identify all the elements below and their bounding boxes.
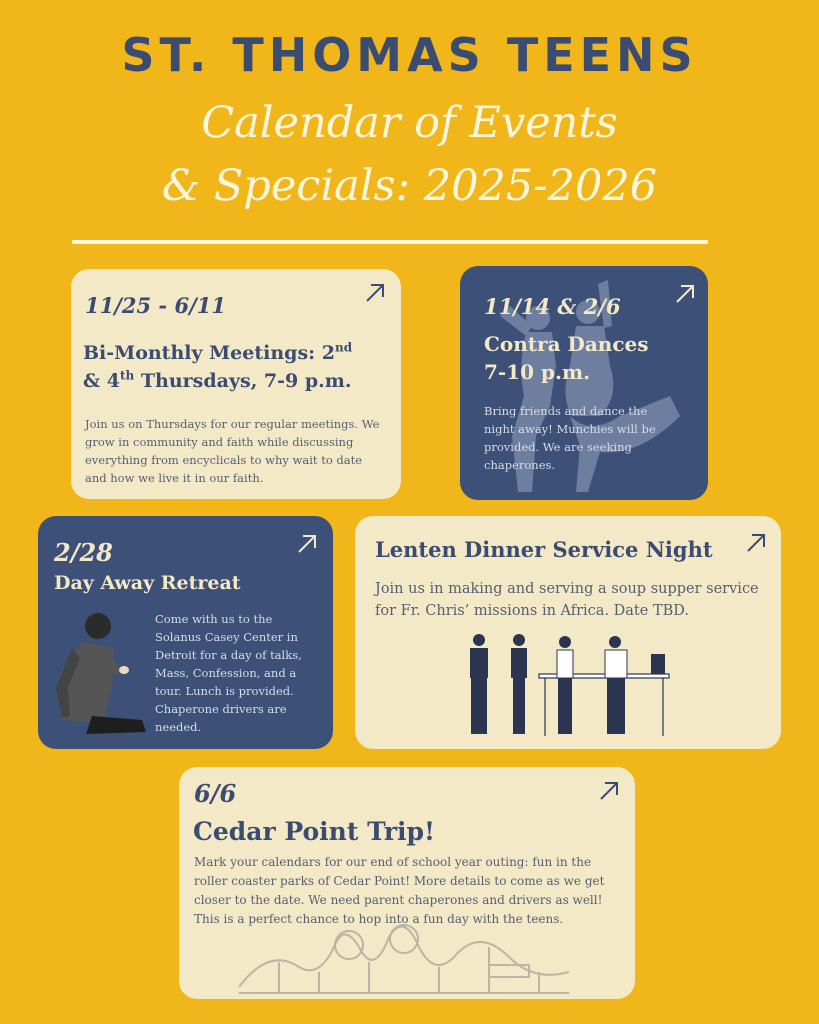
title-divider <box>72 240 708 244</box>
event-date: 6/6 <box>194 779 237 808</box>
page-title: ST. THOMAS TEENS <box>121 28 698 82</box>
roller-coaster-illustration <box>239 917 569 997</box>
arrow-up-right-icon[interactable] <box>597 779 621 803</box>
servers-illustration <box>455 630 675 740</box>
event-description: Join us on Thursdays for our regular meetings. We grow in community and faith while discussing everything from encyclicals to why wait to date and how we live it in our faith. <box>85 417 380 485</box>
event-card-lenten-dinner[interactable] <box>355 516 781 749</box>
arrow-up-right-icon[interactable] <box>673 282 697 306</box>
event-date: 11/25 - 6/11 <box>85 293 226 318</box>
event-card-meetings[interactable] <box>71 269 401 499</box>
arrow-up-right-icon[interactable] <box>744 531 768 555</box>
page-subtitle-line2: & Specials: 2025-2026 <box>161 161 658 211</box>
event-description: Bring friends and dance the night away! Munchies will be provided. We are seeking chaperones. <box>484 404 656 472</box>
event-card-contra-dances[interactable] <box>460 266 708 500</box>
event-description: Join us in making and serving a soup supper service for Fr. Chris’ missions in Africa. Date TBD. <box>375 581 759 619</box>
arrow-up-right-icon[interactable] <box>363 281 387 305</box>
arrow-up-right-icon[interactable] <box>295 532 319 556</box>
event-date: 2/28 <box>54 538 113 567</box>
kneeling-person-illustration <box>42 608 152 738</box>
event-card-retreat[interactable] <box>38 516 333 749</box>
event-date: 11/14 & 2/6 <box>484 294 621 319</box>
event-description: Come with us to the Solanus Casey Center in Detroit for a day of talks, Mass, Confession, and a tour. Lunch is provided. Chaperone drivers are needed. <box>155 612 302 734</box>
event-description: Mark your calendars for our end of school year outing: fun in the roller coaster parks of Cedar Point! More details to come as we get closer to the date. We need parent chaperones and drivers as well! This is a perfect chance to hop into a fun day with the teens. <box>194 855 605 926</box>
event-heading: Cedar Point Trip! <box>193 817 435 846</box>
event-heading: Day Away Retreat <box>54 572 241 594</box>
event-card-cedar-point[interactable] <box>179 767 635 999</box>
event-heading: Bi-Monthly Meetings: 2nd & 4th Thursdays, 7-9 p.m. <box>83 340 353 392</box>
page-subtitle-line1: Calendar of Events <box>201 98 618 148</box>
event-heading: Contra Dances 7-10 p.m. <box>484 332 649 384</box>
event-heading: Lenten Dinner Service Night <box>375 537 713 562</box>
